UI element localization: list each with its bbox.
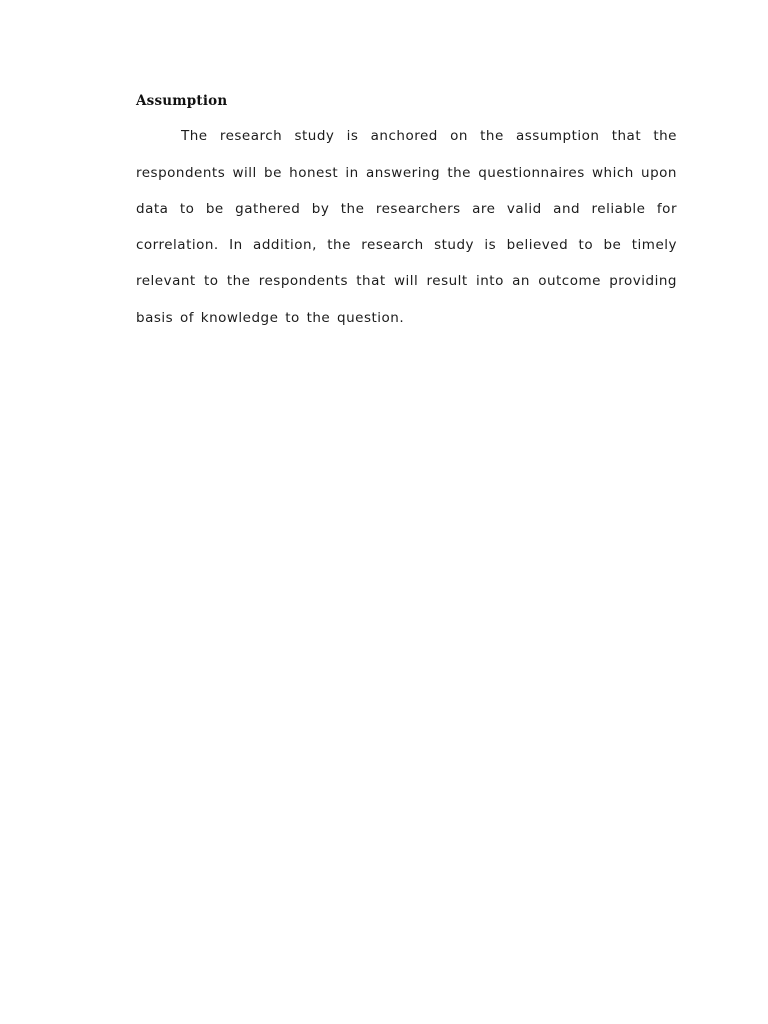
- paragraph-line: The research study is anchored on the assumption that the: [181, 128, 677, 144]
- paragraph-line: respondents will be honest in answering the questionnaires which upon: [136, 165, 677, 181]
- paragraph-line: basis of knowledge to the question.: [136, 310, 405, 326]
- paragraph-line: relevant to the respondents that will result into an outcome providing: [136, 273, 677, 289]
- section-heading: Assumption: [136, 93, 228, 109]
- paragraph-line: data to be gathered by the researchers are valid and reliable for: [136, 201, 677, 217]
- paragraph-line: correlation. In addition, the research study is believed to be timely: [136, 237, 677, 253]
